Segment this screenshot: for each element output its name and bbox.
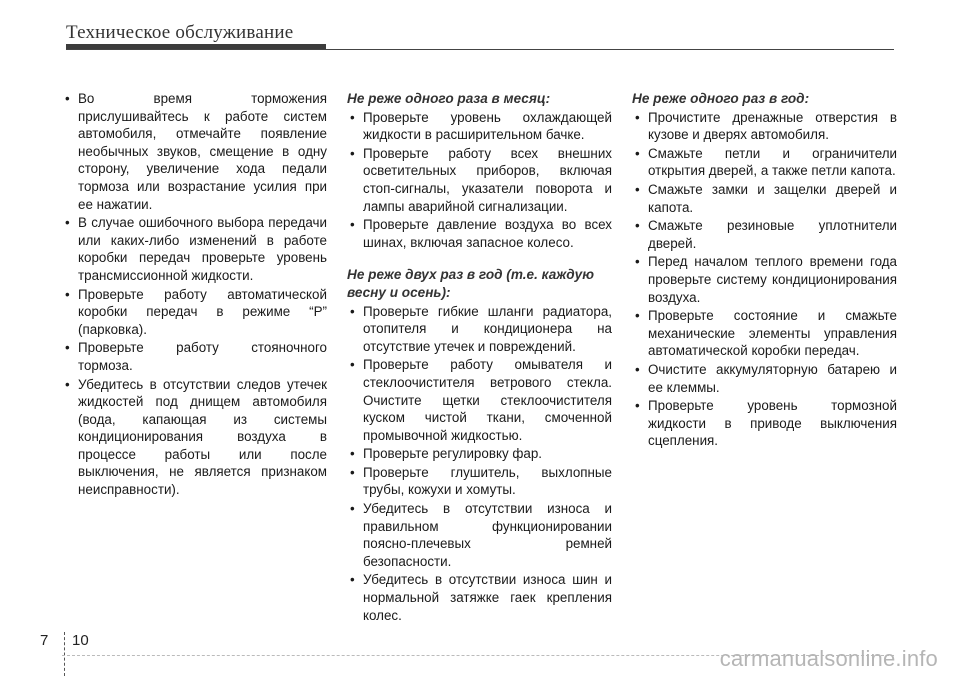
list-item: • Очистите аккумуляторную батарею и ее клеммы. xyxy=(632,361,897,396)
list-item: • Проверьте гибкие шланги радиатора, отопителя и кондиционера на отсутствие утечек и повреждений. xyxy=(347,303,612,356)
column-2 xyxy=(347,90,612,639)
section-heading: Не реже одного раза в месяц: xyxy=(347,91,551,106)
watermark: carmanualsonline.info xyxy=(719,646,938,671)
list-item: • Проверьте работу автоматической коробки передач в режиме “P” (парковка). xyxy=(62,286,327,339)
list-item: • Во время торможения прислушивайтесь к работе систем автомобиля, отмечайте появление необычных звуков, смещение в одну сторону, увеличение хода педали тормоза или возрастание усилия при ее нажатии. xyxy=(62,90,327,213)
list-item: • Проверьте уровень тормозной жидкости в приводе выключения сцепления. xyxy=(632,397,897,450)
column-3 xyxy=(632,90,897,465)
list-item: • Проверьте давление воздуха во всех шинах, включая запасное колесо. xyxy=(347,216,612,251)
section-heading: Не реже двух раз в год (т.е. каждую весну и осень): xyxy=(347,267,594,300)
list-item: • Перед началом теплого времени года проверьте систему кондиционирования воздуха. xyxy=(632,253,897,306)
list-item: • Проверьте работу стояночного тормоза. xyxy=(62,339,327,374)
list-item: • Убедитесь в отсутствии следов утечек жидкостей под днищем автомобиля (вода, капающая из системы кондиционирования воздуха в процессе работы или после выключения, не является признаком неисправности). xyxy=(62,376,327,499)
page-number: 10 xyxy=(72,632,89,649)
bullet-list xyxy=(347,303,612,625)
list-item: • Проверьте регулировку фар. xyxy=(347,445,612,463)
section-yearly xyxy=(632,90,897,450)
list-item: • Смажьте резиновые уплотнители дверей. xyxy=(632,217,897,252)
list-item: • Смажьте петли и ограничители открытия дверей, а также петли капота. xyxy=(632,145,897,180)
header-divider xyxy=(66,49,894,50)
section-biannual xyxy=(347,266,612,624)
page-title: Техническое обслуживание xyxy=(66,22,294,43)
list-item: • Смажьте замки и защелки дверей и капота. xyxy=(632,181,897,216)
column-1 xyxy=(62,90,327,514)
bullet-list xyxy=(632,109,897,450)
footer-divider xyxy=(64,632,65,676)
list-item: • Проверьте работу омывателя и стеклоочистителя ветрового стекла. Очистите щетки стеклоочистителя куском чистой ткани, смоченной промывочной жидкостью. xyxy=(347,356,612,444)
list-item: • Прочистите дренажные отверстия в кузове и дверях автомобиля. xyxy=(632,109,897,144)
section-monthly xyxy=(347,90,612,251)
chapter-number: 7 xyxy=(40,632,49,649)
list-item: • Проверьте глушитель, выхлопные трубы, кожухи и хомуты. xyxy=(347,464,612,499)
list-item: • В случае ошибочного выбора передачи или каких-либо изменений в работе коробки передач проверьте уровень трансмиссионной жидкости. xyxy=(62,214,327,284)
list-item: • Проверьте уровень охлаждающей жидкости в расширительном бачке. xyxy=(347,109,612,144)
bullet-list xyxy=(62,90,327,499)
bullet-list xyxy=(347,109,612,252)
section xyxy=(62,90,327,499)
section-heading: Не реже одного раз в год: xyxy=(632,91,810,106)
list-item: • Проверьте работу всех внешних осветительных приборов, включая стоп-сигналы, указатели поворота и лампы аварийной сигнализации. xyxy=(347,145,612,215)
list-item: • Проверьте состояние и смажьте механические элементы управления автоматической коробки передач. xyxy=(632,307,897,360)
list-item: • Убедитесь в отсутствии износа шин и нормальной затяжке гаек крепления колес. xyxy=(347,571,612,624)
list-item: • Убедитесь в отсутствии износа и правильном функционировании поясно-плечевых ремней безопасности. xyxy=(347,500,612,570)
